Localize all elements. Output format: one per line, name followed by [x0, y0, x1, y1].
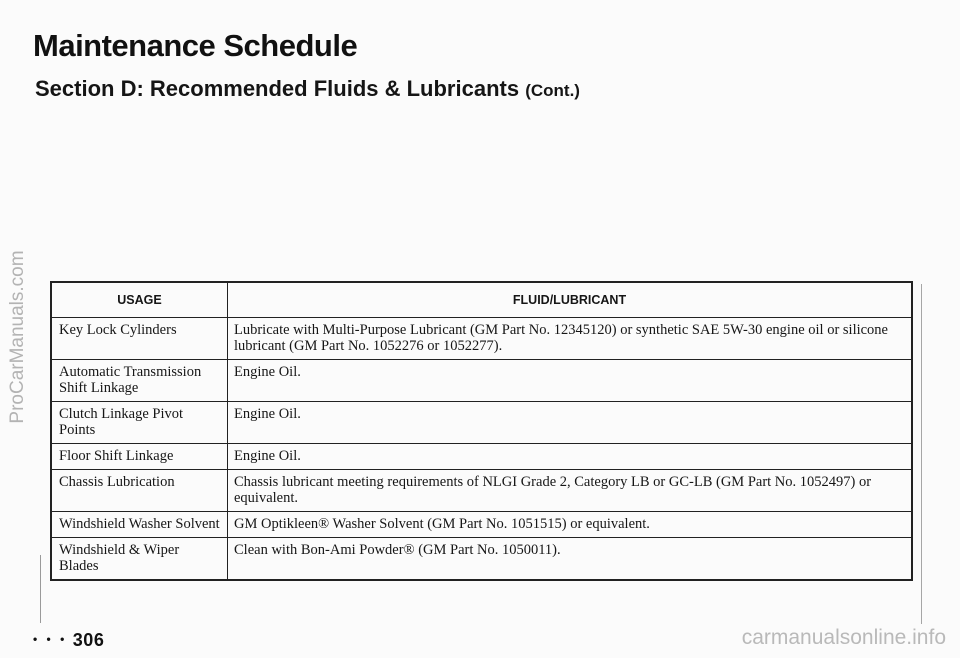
section-subtitle: [35, 76, 580, 102]
fluid-cell: Clean with Bon-Ami Powder® (GM Part No. 1050011).: [228, 538, 913, 581]
fluid-cell: Engine Oil.: [228, 360, 913, 402]
table-row: [51, 318, 912, 360]
table-header-row: [51, 282, 912, 318]
page-number-value: 306: [72, 630, 105, 650]
usage-cell: Automatic Transmission Shift Linkage: [51, 360, 228, 402]
page-dots: • • •: [33, 632, 68, 646]
subtitle-text: Section D: Recommended Fluids & Lubricants: [35, 76, 520, 101]
usage-cell: Windshield Washer Solvent: [51, 512, 228, 538]
fluid-cell: Engine Oil.: [228, 402, 913, 444]
right-margin-rule: [921, 284, 922, 624]
page-title: Maintenance Schedule: [33, 28, 358, 63]
subtitle-continued: (Cont.): [525, 81, 580, 100]
fluid-cell: Lubricate with Multi-Purpose Lubricant (GM Part No. 12345120) or synthetic SAE 5W-30 engine oil or silicone lubricant (GM Part No. 1052276 or 1052277).: [228, 318, 913, 360]
usage-cell: Key Lock Cylinders: [51, 318, 228, 360]
table-row: [51, 538, 912, 581]
usage-cell: Floor Shift Linkage: [51, 444, 228, 470]
fluid-cell: GM Optikleen® Washer Solvent (GM Part No. 1051515) or equivalent.: [228, 512, 913, 538]
table-row: [51, 470, 912, 512]
usage-cell: Windshield & Wiper Blades: [51, 538, 228, 581]
side-watermark: ProCarManuals.com: [7, 250, 28, 424]
table-row: [51, 402, 912, 444]
left-margin-rule: [40, 555, 41, 623]
fluids-table: [50, 281, 913, 581]
usage-column-header: USAGE: [51, 282, 228, 318]
fluid-cell: Chassis lubricant meeting requirements of NLGI Grade 2, Category LB or GC-LB (GM Part No. 1052497) or equivalent.: [228, 470, 913, 512]
fluid-column-header: FLUID/LUBRICANT: [228, 282, 913, 318]
page-number: [33, 630, 104, 651]
usage-cell: Chassis Lubrication: [51, 470, 228, 512]
table-row: [51, 444, 912, 470]
table-row: [51, 512, 912, 538]
table-row: [51, 360, 912, 402]
fluid-cell: Engine Oil.: [228, 444, 913, 470]
usage-cell: Clutch Linkage Pivot Points: [51, 402, 228, 444]
bottom-watermark: carmanualsonline.info: [741, 626, 946, 649]
